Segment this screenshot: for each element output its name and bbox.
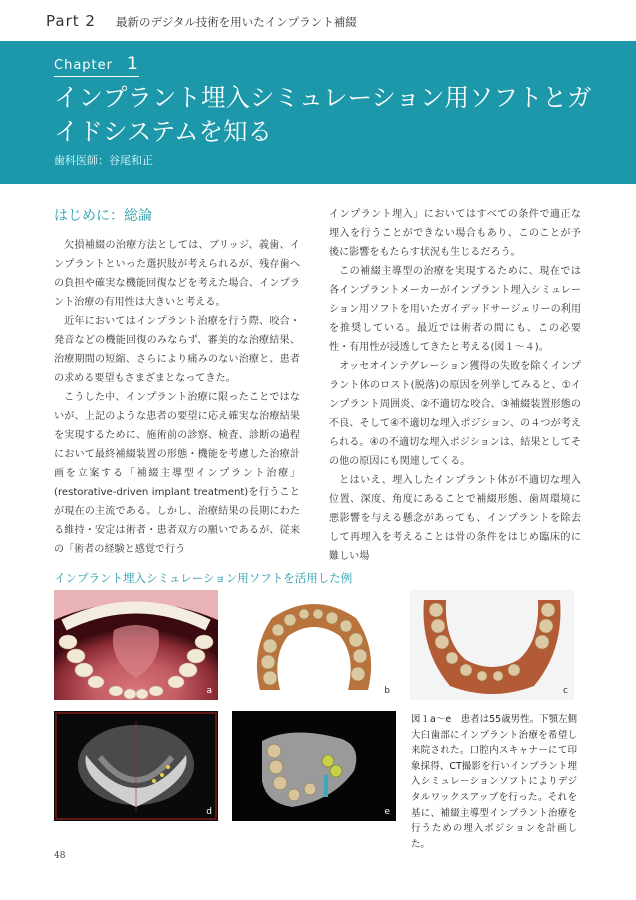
left-column [54,236,300,559]
figure-heading: インプラント埋入シミュレーション用ソフトを活用した例 [54,571,353,585]
photo-3d-scan-occlusal [232,590,396,700]
paragraph: 欠損補綴の治療方法としては、ブリッジ、義歯、インプラントといった選択肢が考えられるが、残存歯への負担や確実な機能回復などを考えた場合、インプラント治療の有用性は大きいと考える。 [54,240,300,308]
figure-label-c: c [563,686,568,696]
paragraph: この補綴主導型の治療を実現するために、現在では各インプラントメーカーがインプラント埋入シミュレーション用ソフトを用いたガイデッドサージェリーの利用を推奨している。最近では術者の間にも、この必要性・有用性が浸透してきたと考える(図１～４)。 [329,266,581,353]
paragraph-continuation: インプラント埋入」においてはすべての条件で適正な埋入を行うことができない場合もあり、このことが予後に影響をもたらす状況も生じるだろう。 [329,209,581,258]
page-number: 48 [54,851,66,861]
part-description: 最新のデジタル技術を用いたインプラント補綴 [116,15,357,29]
right-column [329,205,581,566]
chapter-banner [0,41,636,184]
figure-label-d: d [206,807,212,817]
paragraph: オッセオインテグレーション獲得の失敗を除くインプラント体のロスト(脱落)の原因を列挙してみると、①インプラント周囲炎、②不適切な咬合、③補綴装置形態の不良、そして④不適切な埋入ポジション、の４つが考えられる。④の不適切な埋入ポジションは、結果としてその他の原因にも関連してくる。 [329,361,581,467]
photo-simulation [232,711,396,821]
photo-intraoral [54,590,218,700]
chapter-title: インプラント埋入シミュレーション用ソフトとガイドシステムを知る [54,83,592,146]
figure-label-e: e [384,807,390,817]
paragraph: こうした中、インプラント治療に限ったことではないが、上記のような患者の要望に応え確実な治療結果を実現するために、施術前の診察、検査、診断の過程において最終補綴装置の形態・機能を考慮した治療計画を立案する「補綴主導型インプラント治療」(restorative-driven implant treatment)を行うことが現在の主流である。しかし、治療結果の長期にわたる維持・安定は術者・患者双方の願いであるが、従来の「術者の経験と感覚で行う [54,392,300,555]
figure-caption: 図１a～e 患者は55歳男性。下顎左側大臼歯部にインプラント治療を希望し来院された。口腔内スキャナーにて印象採得、CT撮影を行いインプラント埋入シミュレーションソフトによりデジタルワックスアップを行った。それを基に、補綴主導型インプラント治療を行うための埋入ポジションを計画した。 [411,714,577,850]
chapter-label [54,54,139,77]
photo-3d-scan-arch [410,590,574,700]
figure-label-a: a [206,686,212,696]
running-header [0,0,636,40]
paragraph: とはいえ、埋入したインプラント体が不適切な埋入位置、深度、角度にあることで補綴形態、歯周環境に悪影響を与える懸念があっても、インプラントを除去して再埋入を考えることは骨の条件をはじめ臨床的に難しい場 [329,475,581,562]
part-label: Part 2 [46,12,96,30]
paragraph: 近年においてはインプラント治療を行う際、咬合・発音などの機能回復のみならず、審美的な治療結果、治療期間の短縮、さらにより痛みのない治療と、患者の求める要望もさまざまとなってきた。 [54,316,300,384]
section-heading: はじめに：総論 [54,208,152,224]
figure-label-b: b [384,686,390,696]
photo-ct-slice [54,711,218,821]
chapter-word: Chapter [54,58,113,73]
author: 歯科医師：谷尾和正 [54,154,153,167]
chapter-number: 1 [126,54,139,74]
